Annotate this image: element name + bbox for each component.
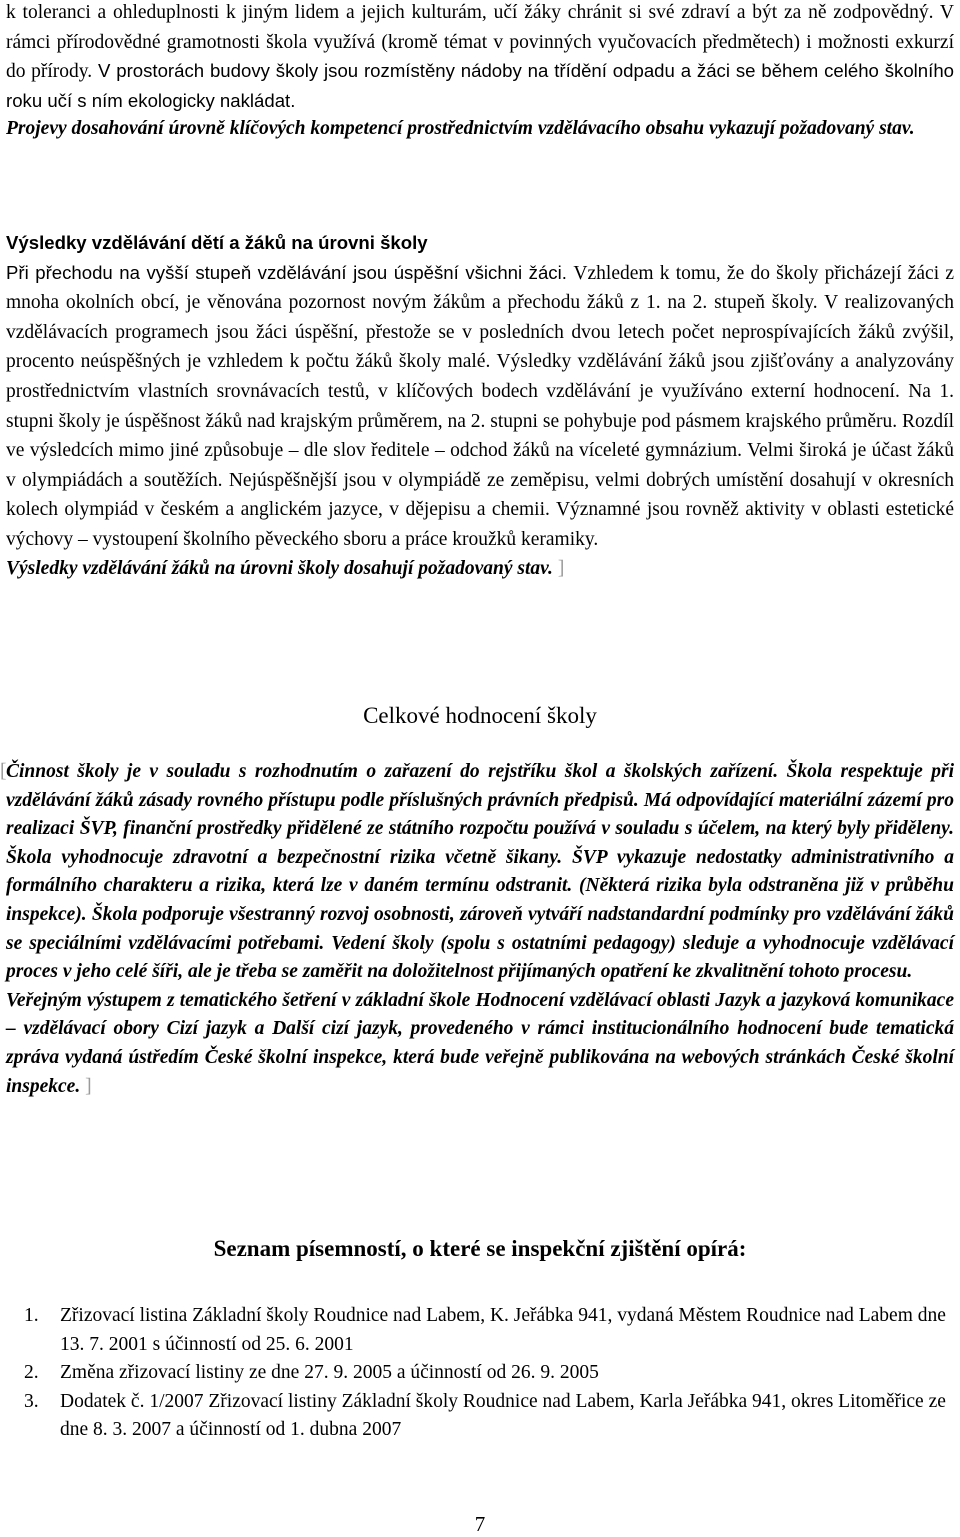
documents-heading: Seznam písemností, o které se inspekční zjištění opírá: bbox=[213, 1236, 747, 1261]
results-conclusion: Výsledky vzdělávání žáků na úrovni školy dosahují požadovaný stav. ] bbox=[6, 557, 565, 579]
intro-text: k toleranci a ohleduplnosti k jiným lidem a jejich kulturám, učí žáky chránit si své zdraví a být za ně zodpovědný. V rámci přírodovědné gramotnosti škola využívá (kromě témat v povinných vyučovacích předmětech) i možnosti exkurzí do přírody. bbox=[6, 2, 954, 83]
edit-bracket-close-icon: ] bbox=[85, 1075, 92, 1097]
list-item-number: 3. bbox=[24, 1390, 39, 1412]
edit-bracket-open-icon: [ bbox=[0, 761, 7, 782]
results-text: Vzhledem k tomu, že do školy přicházejí žáci z mnoha okolních obcí, je věnována pozornost novým žákům a přechodu žáků z 1. na 2. stupeň školy. V realizovaných vzdělávacích programech jsou žáci úspěšní, přestože se v posledních dvou letech počet neprospívajících žáků zvýšil, procento neúspěšných je vzhledem k počtu žáků školy malé. Výsledky vzdělávání žáků jsou zjišťovány a analyzovány prostřednictvím vlastních srovnávacích testů, v klíčových bodech vzdělávání je využíváno externí hodnocení. Na 1. stupni školy je úspěšnost žáků nad krajským průměrem, na 2. stupni se pohybuje pod pásmem krajského průměru. Rozdíl ve výsledcích mimo jiné způsobuje – dle slov ředitele – odchod žáků na víceleté gymnázium. Velmi široká je účast žáků v olympiádách a soutěžích. Nejúspěšnější jsou v olympiádě ze zeměpisu, velmi dobrých umístění dosahují v okresních kolech olympiád v českém a anglickém jazyce, v dějepisu a chemii. Významné jsou rovněž aktivity v oblasti estetické výchovy – vystoupení školního pěveckého sboru a práce kroužků keramiky. bbox=[6, 262, 954, 550]
intro-text-sans: V prostorách budovy školy jsou rozmístěny nádoby na třídění odpadu a žáci se během celého školního roku učí s ním ekologicky nakládat. bbox=[6, 60, 954, 111]
results-paragraph bbox=[6, 259, 954, 555]
list-item-number: 2. bbox=[24, 1362, 39, 1384]
overall-section bbox=[0, 758, 954, 1101]
list-item bbox=[24, 1302, 954, 1359]
intro-section bbox=[6, 0, 954, 144]
documents-list bbox=[24, 1302, 954, 1445]
list-item bbox=[24, 1388, 954, 1445]
intro-conclusion: Projevy dosahování úrovně klíčových kompetencí prostřednictvím vzdělávacího obsahu vykazují požadovaný stav. bbox=[6, 118, 915, 140]
list-item-text: Dodatek č. 1/2007 Zřizovací listiny Základní školy Roudnice nad Labem, Karla Jeřábka 941, okres Litoměřice ze dne 8. 3. 2007 a účinností od 1. dubna 2007 bbox=[60, 1390, 946, 1441]
results-heading: Výsledky vzdělávání dětí a žáků na úrovni školy bbox=[6, 232, 428, 253]
list-item-number: 1. bbox=[24, 1305, 39, 1326]
list-item-text: Zřizovací listina Základní školy Roudnice nad Labem, K. Jeřábka 941, vydaná Městem Roudnice nad Labem dne 13. 7. 2001 s účinností od 25. 6. 2001 bbox=[60, 1305, 946, 1355]
edit-bracket-icon: ] bbox=[557, 557, 565, 579]
results-text-sans: Při přechodu na vyšší stupeň vzdělávání jsou úspěšní všichni žáci. bbox=[6, 261, 567, 283]
list-item-text: Změna zřizovací listiny ze dne 27. 9. 2005 a účinností od 26. 9. 2005 bbox=[60, 1362, 599, 1384]
intro-paragraph bbox=[6, 0, 954, 115]
results-section bbox=[6, 229, 954, 583]
overall-paragraph-1: [ Činnost školy je v souladu s rozhodnutím o zařazení do rejstříku škol a školských zařízení. Škola respektuje při vzdělávání žáků zásady rovného přístupu podle příslušných právních předpisů. Má odpovídající materiální zázemí pro realizaci ŠVP, finanční prostředky přidělené ze státního rozpočtu používá v souladu s účelem, na který byly přiděleny. Škola vyhodnocuje zdravotní a bezpečnostní rizika včetně šikany. ŠVP vykazuje nedostatky administrativního a formálního charakteru a rizika, která lze v daném termínu odstranit. (Některá rizika byla odstraněna již v průběhu inspekce). Škola podporuje všestranný rozvoj osobnosti, zároveň vytváří nadstandardní podmínky pro vzdělávání žáků se speciálními vzdělávacími potřebami. Vedení školy (spolu s ostatními pedagogy) sleduje a vyhodnocuje vzdělávací proces v jeho celé šíři, ale je třeba se zaměřit na doložitelnost přijímaných opatření ke zkvalitnění tohoto procesu. bbox=[6, 758, 954, 987]
overall-heading: Celkové hodnocení školy bbox=[363, 703, 597, 728]
page-number: 7 bbox=[474, 1512, 486, 1536]
list-item bbox=[24, 1359, 954, 1388]
overall-paragraph-2: Veřejným výstupem z tematického šetření v základní škole Hodnocení vzdělávací oblasti Jazyk a jazyková komunikace – vzdělávací obory Cizí jazyk a Další cizí jazyk, provedeného v rámci institucionálního hodnocení bude tematická zpráva vydaná ústředím České školní inspekce, která bude veřejně publikována na webových stránkách České školní inspekce. ] bbox=[6, 989, 954, 1097]
